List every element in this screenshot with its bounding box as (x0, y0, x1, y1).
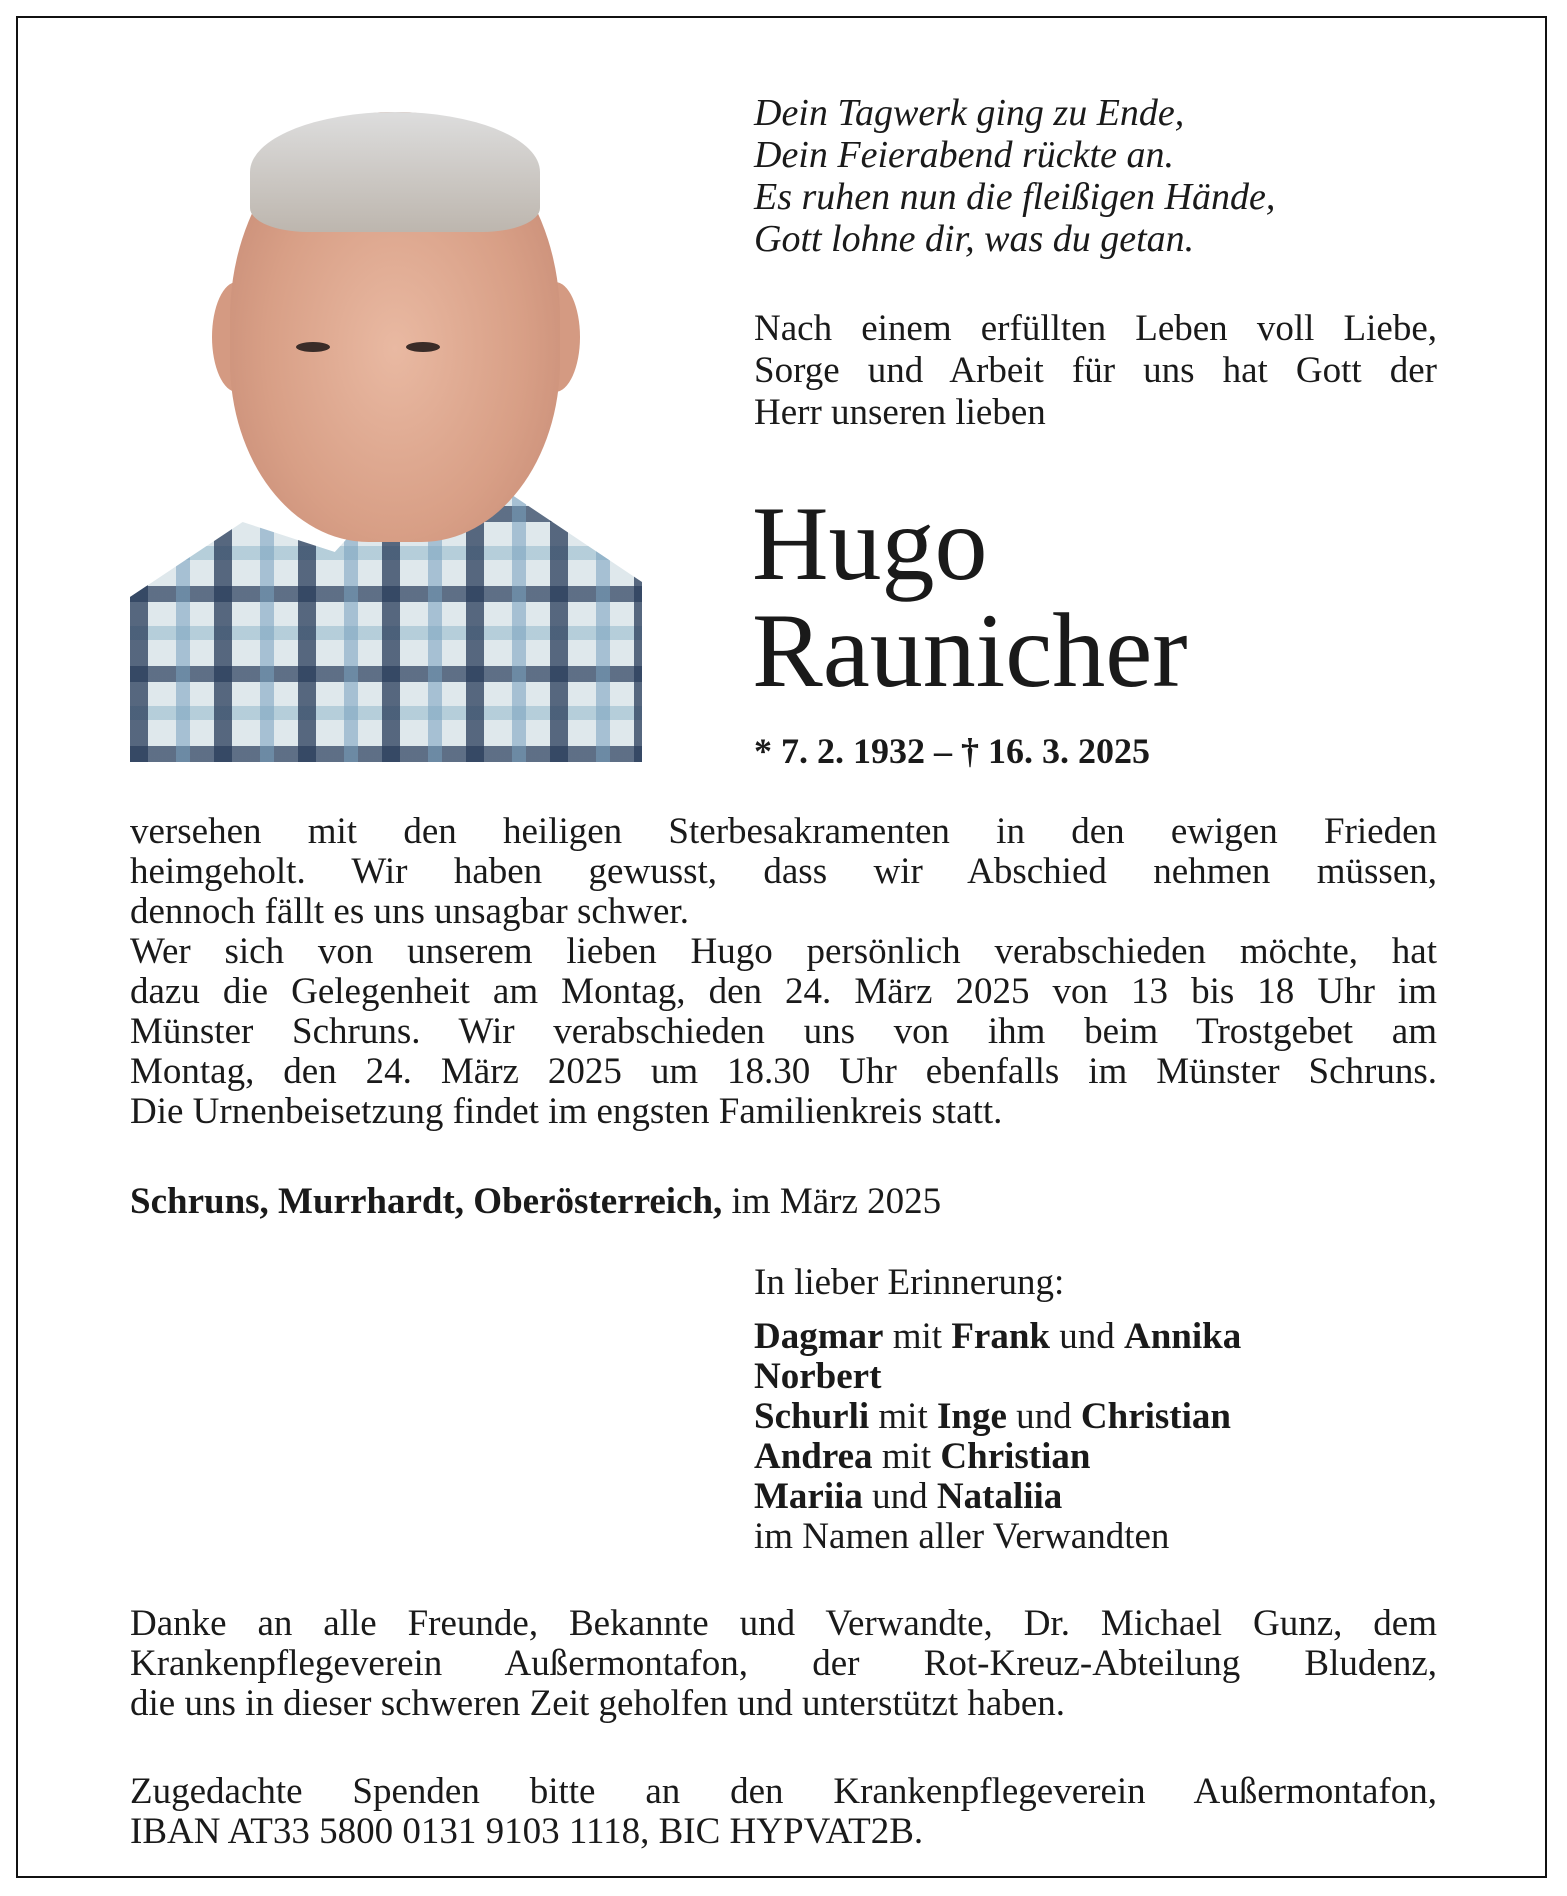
body-line: Wer sich von unserem lieben Hugo persönlich verabschieden möchte, hat (130, 931, 1437, 972)
mourner-name: Frank (951, 1316, 1050, 1357)
poem-line: Es ruhen nun die fleißigen Hände, (754, 176, 1276, 218)
thanks-line: Krankenpflegeverein Außermontafon, der Rot-Kreuz-Abteilung Bludenz, (130, 1643, 1437, 1684)
poem-line: Dein Feierabend rückte an. (754, 134, 1174, 176)
body-line: Münster Schruns. Wir verabschieden uns von ihm beim Trostgebet am (130, 1011, 1437, 1052)
body-line: dennoch fällt es uns unsagbar schwer. (130, 891, 689, 932)
places: Schruns, Murrhardt, Oberösterreich, (130, 1181, 723, 1222)
connector-word: und (862, 1476, 937, 1517)
connector-word: und (1050, 1316, 1124, 1357)
mourner-name: Nataliia (936, 1476, 1063, 1517)
connector-word: mit (883, 1316, 952, 1357)
mourner-line (754, 1317, 1241, 1357)
mourner-line (754, 1357, 1241, 1397)
thanks-text (130, 1604, 1437, 1724)
body-line: versehen mit den heiligen Sterbesakramenten in den ewigen Frieden (130, 811, 1437, 852)
intro-line: Sorge und Arbeit für uns hat Gott der (754, 350, 1437, 391)
mourner-name: Dagmar (754, 1316, 884, 1357)
body-line: Montag, den 24. März 2025 um 18.30 Uhr ebenfalls im Münster Schruns. (130, 1051, 1437, 1092)
intro-line: Nach einem erfüllten Leben voll Liebe, (754, 308, 1437, 349)
intro-line: Herr unseren lieben (754, 392, 1046, 433)
portrait-photo (130, 112, 642, 762)
connector-word: mit (869, 1396, 937, 1437)
mourner-line (754, 1437, 1241, 1477)
donation-bank-details: IBAN AT33 5800 0131 9103 1118, BIC HYPVAT2B. (130, 1811, 924, 1852)
mourners-closing: im Namen aller Verwandten (754, 1516, 1170, 1557)
mourner-name: Inge (936, 1396, 1007, 1437)
thanks-line: Danke an alle Freunde, Bekannte und Verwandte, Dr. Michael Gunz, dem (130, 1603, 1437, 1644)
mourner-name: Schurli (754, 1396, 870, 1437)
mourner-name: Norbert (754, 1356, 882, 1397)
mourner-line (754, 1397, 1241, 1437)
deceased-name (752, 485, 1188, 709)
intro-text (754, 308, 1437, 434)
eye (296, 342, 330, 352)
donation-line: Zugedachte Spenden bitte an den Krankenpflegeverein Außermontafon, (130, 1771, 1437, 1812)
mourner-line (754, 1477, 1241, 1517)
mourners-list (754, 1317, 1241, 1517)
announcement-text (130, 812, 1437, 1132)
memory-heading: In lieber Erinnerung: (754, 1262, 1065, 1303)
mourner-name: Andrea (754, 1436, 873, 1477)
mourner-name: Christian (1080, 1396, 1231, 1437)
poem (754, 92, 1275, 260)
poem-line: Gott lohne dir, was du getan. (754, 218, 1195, 260)
body-line: heimgeholt. Wir haben gewusst, dass wir Abschied nehmen müssen, (130, 851, 1437, 892)
body-line: dazu die Gelegenheit am Montag, den 24. März 2025 von 13 bis 18 Uhr im (130, 971, 1437, 1012)
mourner-name: Christian (940, 1436, 1091, 1477)
mourner-name: Annika (1124, 1316, 1242, 1357)
life-dates: * 7. 2. 1932 – † 16. 3. 2025 (754, 731, 1150, 771)
donation-text (130, 1772, 1437, 1852)
mourner-name: Mariia (754, 1476, 863, 1517)
thanks-line: die uns in dieser schweren Zeit geholfen und unterstützt haben. (130, 1683, 1065, 1724)
place-date (130, 1180, 941, 1223)
connector-word: und (1006, 1396, 1081, 1437)
eye (406, 342, 440, 352)
hair (250, 112, 540, 232)
first-name: Hugo (752, 485, 988, 602)
last-name: Raunicher (752, 592, 1188, 709)
body-line: Die Urnenbeisetzung findet im engsten Familienkreis statt. (130, 1091, 1003, 1132)
poem-line: Dein Tagwerk ging zu Ende, (754, 92, 1185, 134)
connector-word: mit (872, 1436, 941, 1477)
date: im März 2025 (722, 1181, 942, 1222)
mourners-block (754, 1263, 1241, 1557)
